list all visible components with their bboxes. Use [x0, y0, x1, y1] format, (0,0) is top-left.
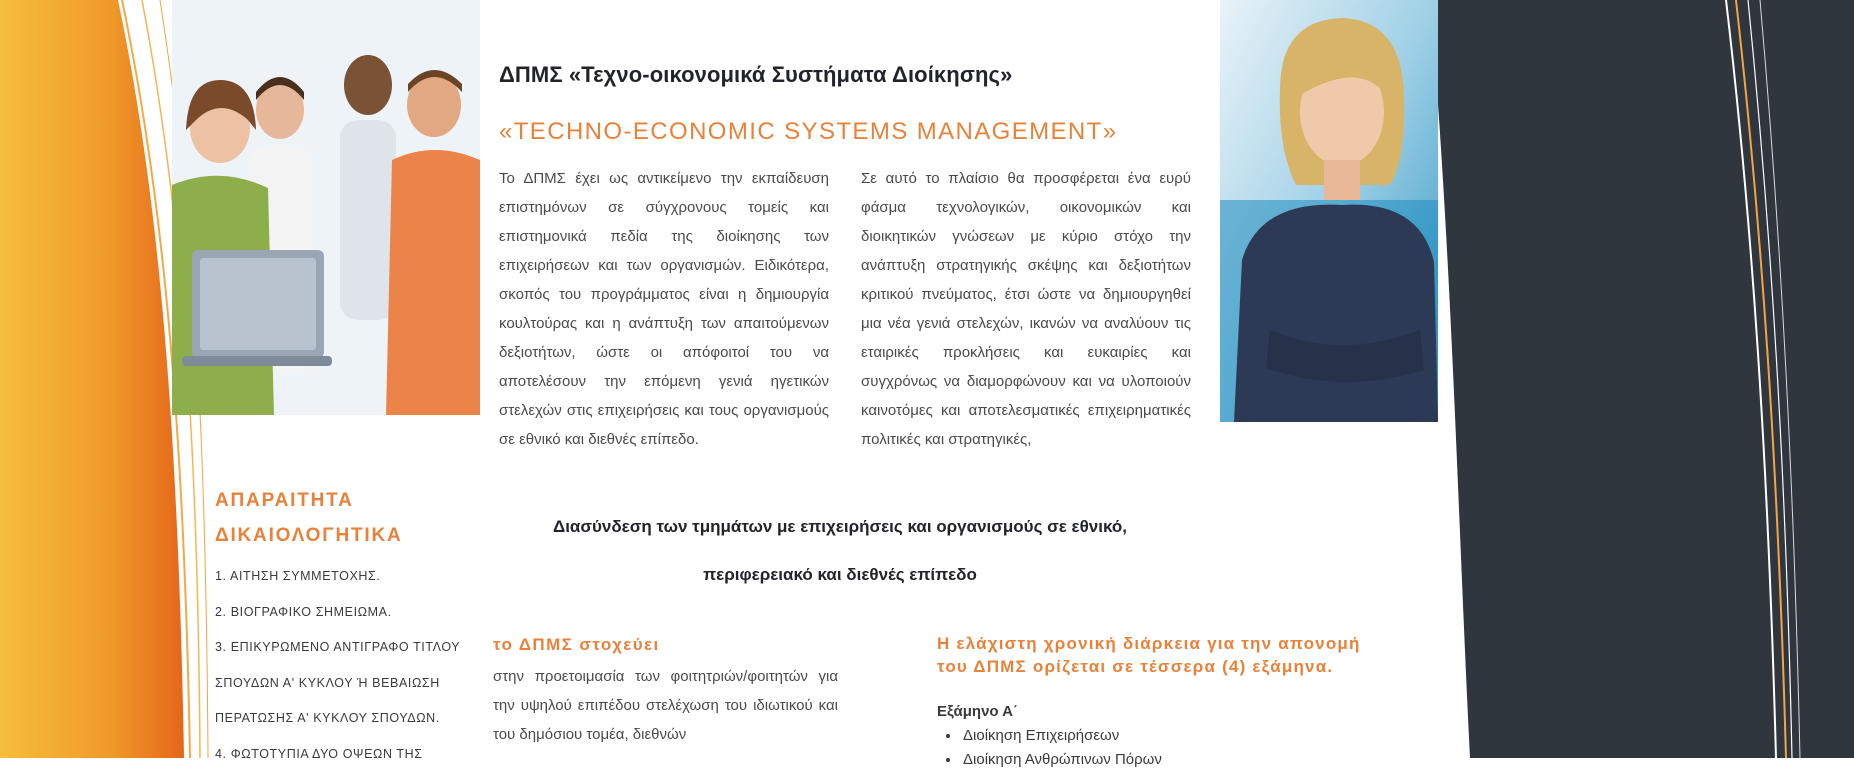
right-dark-panel — [1430, 0, 1854, 758]
duration-heading: Η ελάχιστη χρονική διάρκεια για την απονομή του ΔΠΜΣ ορίζεται σε τέσσερα (4) εξάμηνα. — [937, 632, 1377, 678]
program-title-greek: ΔΠΜΣ «Τεχνο-οικονομικά Συστήματα Διοίκησης» — [499, 62, 1012, 88]
semester-label: Εξάμηνο Α΄ — [937, 703, 1018, 720]
aim-text: στην προετοιμασία των φοιτητριών/φοιτητών για την υψηλού επιπέδου στελέχωση του ιδιωτικού και του δημόσιου τομέα, διεθνών — [493, 662, 838, 749]
list-item: 3. ΕΠΙΚΥΡΩΜΕΝΟ ΑΝΤΙΓΡΑΦΟ ΤΙΤΛΟΥ — [215, 630, 475, 666]
linkage-line-1: Διασύνδεση των τμημάτων με επιχειρήσεις και οργανισμούς σε εθνικό, — [470, 517, 1210, 537]
list-item: 1. ΑΙΤΗΣΗ ΣΥΜΜΕΤΟΧΗΣ. — [215, 559, 475, 595]
requirements-heading-line-2: ΔΙΚΑΙΟΛΟΓΗΤΙΚΑ — [215, 518, 403, 553]
intro-right-paragraph: Σε αυτό το πλαίσιο θα προσφέρεται ένα ευρύ φάσμα τεχνολογικών, οικονομικών και διοικητικών γνώσεων με κύριο στόχο την ανάπτυξη στρατηγικής σκέψης και δεξιοτήτων κριτικού πνεύματος, έτσι ώστε να δημιουργηθεί μια νέα γενιά στελεχών, ικανών να αναλύουν τις εταιρικές προκλήσεις και ευκαιρίες και συγχρόνως να διαμορφώνουν και να υλοποιούν καινοτόμες και αποτελεσματικές επιχειρηματικές πολιτικές και στρατηγικές, — [861, 164, 1191, 454]
requirements-list — [215, 559, 475, 772]
requirements-heading — [215, 483, 403, 553]
intro-left-paragraph: Το ΔΠΜΣ έχει ως αντικείμενο την εκπαίδευση επιστημόνων σε σύγχρονους τομείς και επιστημονικά πεδία της διοίκησης των επιχειρήσεων και των οργανισμών. Ειδικότερα, σκοπός του προγράμματος είναι η δημιουργία κουλτούρας και η ανάπτυξη των απαιτούμενων δεξιοτήτων, ώστε οι απόφοιτοί του να αποτελέσουν την επόμενη γενιά ηγετικών στελεχών στις επιχειρήσεις και τους οργανισμούς σε εθνικό και διεθνές επίπεδο. — [499, 164, 829, 454]
aim-heading: το ΔΠΜΣ στοχεύει — [493, 635, 660, 655]
requirements-heading-line-1: ΑΠΑΡΑΙΤΗΤΑ — [215, 483, 403, 518]
semester-course-list — [937, 724, 1261, 772]
program-title-english: «TECHNO-ECONOMIC SYSTEMS MANAGEMENT» — [499, 118, 1117, 146]
list-item: ΠΕΡΑΤΩΣΗΣ Α' ΚΥΚΛΟΥ ΣΠΟΥΔΩΝ. — [215, 701, 475, 737]
team-photo — [172, 0, 480, 415]
list-item: ΣΠΟΥΔΩΝ Α' ΚΥΚΛΟΥ Ή ΒΕΒΑΙΩΣΗ — [215, 666, 475, 702]
businesswoman-photo — [1220, 0, 1438, 422]
list-item: 2. ΒΙΟΓΡΑΦΙΚΟ ΣΗΜΕΙΩΜΑ. — [215, 595, 475, 631]
linkage-line-2: περιφερειακό και διεθνές επίπεδο — [470, 565, 1210, 585]
list-item: • Διοίκηση Ανθρώπινων Πόρων — [961, 748, 1261, 772]
list-item: • Διοίκηση Επιχειρήσεων — [961, 724, 1261, 748]
list-item: 4. ΦΩΤΟΤΥΠΙΑ ΔΥΟ ΟΨΕΩΝ ΤΗΣ — [215, 737, 475, 772]
